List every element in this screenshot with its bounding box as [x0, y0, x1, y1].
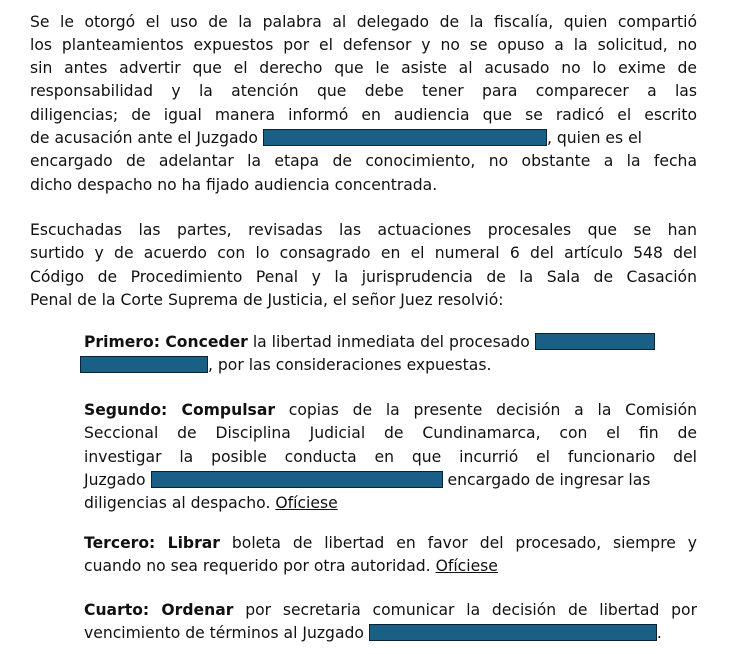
text-line [84, 622, 697, 644]
text: Juzgado [84, 471, 146, 489]
redaction-box [369, 624, 657, 641]
redaction-box [80, 356, 208, 373]
text: boleta de libertad en favor del procesado, siempre y [220, 534, 697, 552]
text: por secretaria comunicar la decisión de libertad por [233, 601, 697, 619]
text-line [84, 599, 697, 621]
bold-heading: Tercero: Librar [84, 534, 220, 552]
text-line: responsabilidad y la atención que debe tener para comparecer a las [30, 82, 697, 100]
bold-heading: Cuarto: Ordenar [84, 601, 234, 619]
text: , quien es el [546, 129, 643, 147]
text-line: Código de Procedimiento Penal y la jurisprudencia de la Sala de Casación [30, 268, 697, 286]
text: cuando no sea requerido por otra autoridad. [84, 557, 436, 575]
text: . [656, 624, 662, 642]
text-line [80, 354, 693, 376]
text-line: dicho despacho no ha fijado audiencia concentrada. [30, 176, 438, 194]
text-line: los planteamientos expuestos por el defensor y no se opuso a la solicitud, no [30, 36, 697, 54]
redaction-box [263, 129, 547, 146]
text-line [30, 127, 697, 149]
text-line [84, 399, 697, 421]
text: de acusación ante el Juzgado [30, 129, 258, 147]
text: copias de la presente decisión a la Comisión [275, 401, 697, 419]
text-line: surtido y de acuerdo con lo consagrado en el numeral 6 del artículo 548 del [30, 244, 697, 262]
text: la libertad inmediata del procesado [247, 333, 530, 351]
text-line: Seccional de Disciplina Judicial de Cundinamarca, con el fin de [84, 424, 697, 442]
text: vencimiento de términos al Juzgado [84, 624, 364, 642]
text-line [84, 331, 697, 353]
text-line [84, 492, 697, 514]
text-line [84, 555, 697, 577]
bold-heading: Segundo: Compulsar [84, 401, 276, 419]
text-line: encargado de adelantar la etapa de conocimiento, no obstante a la fecha [30, 152, 697, 170]
oficiese-link[interactable]: Ofíciese [275, 494, 338, 512]
text-line: sin antes advertir que el derecho que le asiste al acusado no lo exime de [30, 59, 697, 77]
oficiese-link[interactable]: Ofíciese [435, 557, 498, 575]
text-line: Penal de la Corte Suprema de Justicia, el señor Juez resolvió: [30, 291, 504, 309]
redaction-box [535, 333, 655, 350]
bold-heading: Primero: Conceder [84, 333, 248, 351]
text-line: Se le otorgó el uso de la palabra al delegado de la fiscalía, quien compartió [30, 13, 697, 31]
text-line: investigar la posible conducta en que incurrió el funcionario del [84, 448, 697, 466]
text-line: Escuchadas las partes, revisadas las actuaciones procesales que se han [30, 221, 697, 239]
redaction-box [151, 471, 443, 488]
text: diligencias al despacho. [84, 494, 276, 512]
text: encargado de ingresar las [447, 471, 651, 489]
text-line [84, 469, 697, 491]
text: , por las consideraciones expuestas. [208, 356, 492, 374]
text-line: diligencias; de igual manera informó en audiencia que se radicó el escrito [30, 106, 697, 124]
text-line [84, 532, 697, 554]
